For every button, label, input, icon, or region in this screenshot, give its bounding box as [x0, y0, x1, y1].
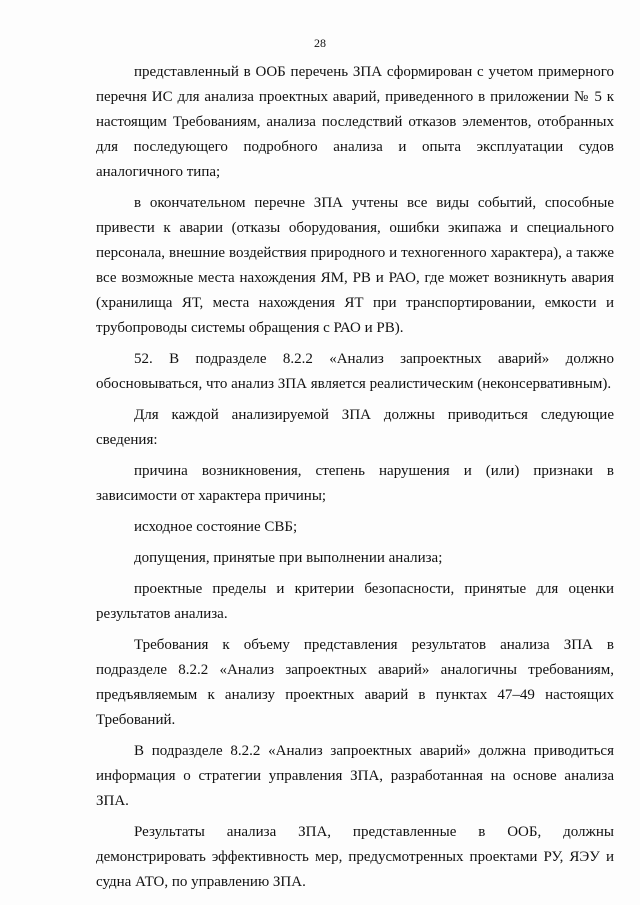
paragraph-10: В подразделе 8.2.2 «Анализ запроектных аварий» должна приводиться информация о стратегии управления ЗПА, разработанная на основе анализа ЗПА.: [96, 743, 614, 809]
page-number: 28: [314, 36, 326, 50]
paragraph-6: исходное состояние СВБ;: [134, 519, 298, 535]
paragraph-4: Для каждой анализируемой ЗПА должны приводиться следующие сведения:: [96, 407, 614, 448]
document-body: [96, 60, 614, 895]
paragraph-8: проектные пределы и критерии безопасности, принятые для оценки результатов анализа.: [96, 581, 614, 622]
paragraph-2: в окончательном перечне ЗПА учтены все виды событий, способные привести к аварии (отказы оборудования, ошибки экипажа и специального персонала, внешние воздействия природного и техногенного характера), а также все возможные места нахождения ЯМ, РВ и РАО, где может возникнуть авария (хранилища ЯТ, места нахождения ЯТ при транспортировании, емкости и трубопроводы системы обращения с РАО и РВ).: [96, 195, 614, 336]
paragraph-1: представленный в ООБ перечень ЗПА сформирован с учетом примерного перечня ИС для анализа проектных аварий, приведенного в приложении № 5 к настоящим Требованиям, анализа последствий отказов элементов, отобранных для последующего подробного анализа и опыта эксплуатации судов аналогичного типа;: [96, 64, 614, 180]
paragraph-9: Требования к объему представления результатов анализа ЗПА в подразделе 8.2.2 «Анализ запроектных аварий» аналогичны требованиям, предъявляемым к анализу проектных аварий в пунктах 47–49 настоящих Требований.: [96, 637, 614, 728]
paragraph-7: допущения, принятые при выполнении анализа;: [134, 550, 443, 566]
paragraph-11: Результаты анализа ЗПА, представленные в ООБ, должны демонстрировать эффективность мер, предусмотренных проектами РУ, ЯЭУ и судна АТО, по управлению ЗПА.: [96, 824, 614, 890]
paragraph-5: причина возникновения, степень нарушения и (или) признаки в зависимости от характера причины;: [96, 463, 614, 504]
paragraph-3: 52. В подразделе 8.2.2 «Анализ запроектных аварий» должно обосновываться, что анализ ЗПА является реалистическим (неконсервативным).: [96, 351, 614, 392]
